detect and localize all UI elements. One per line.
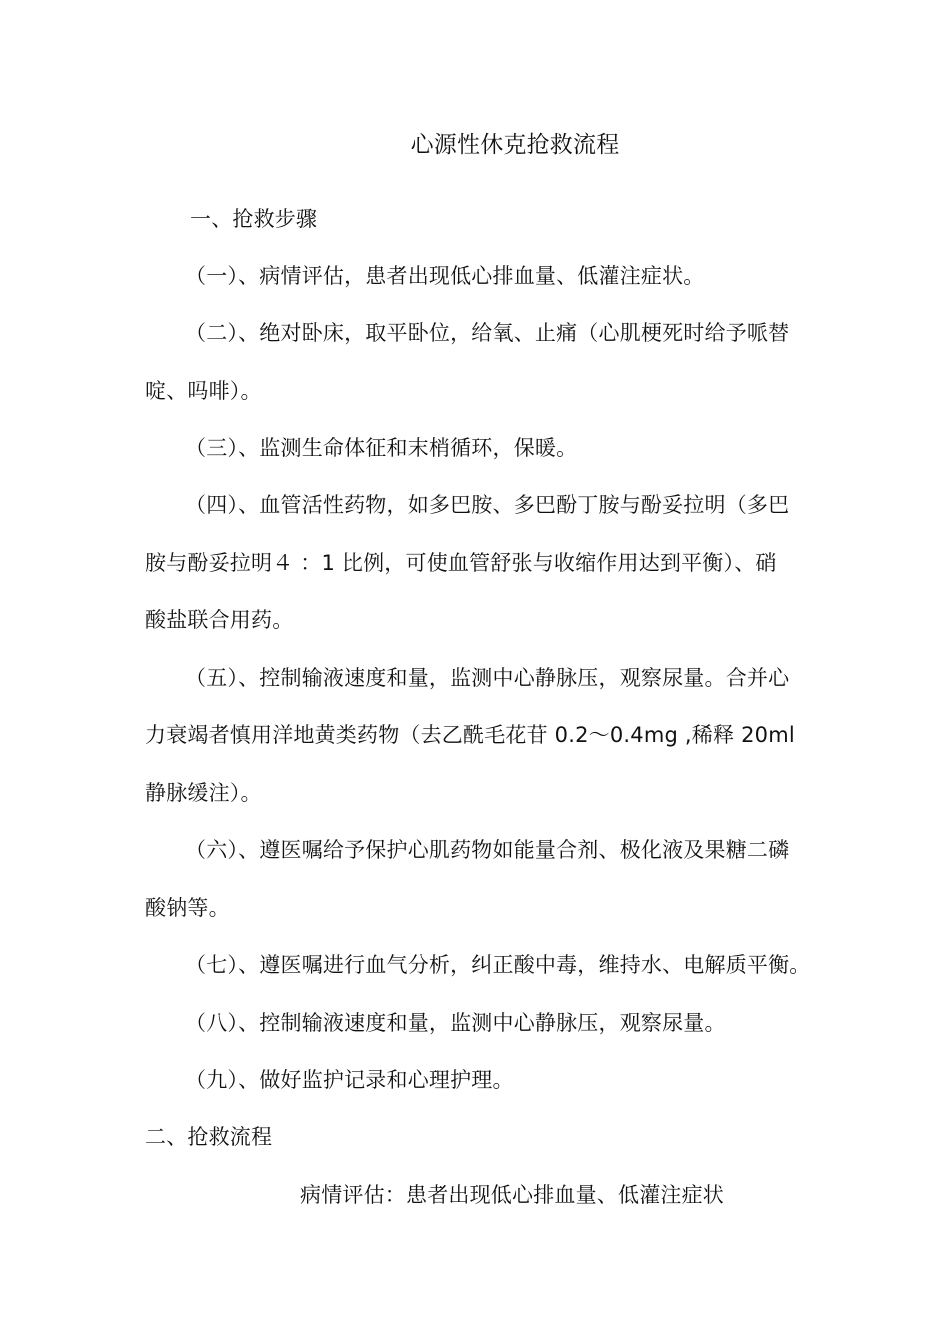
section-heading-rescue-steps: 一、抢救步骤 bbox=[190, 207, 318, 231]
step-3-line-1: （三）、监测生命体征和末梢循环，保暖。 bbox=[185, 436, 578, 460]
step-6-line-2: 酸钠等。 bbox=[145, 896, 230, 920]
step-2-line-2: 啶、吗啡）。 bbox=[145, 379, 262, 403]
step-4-line-3: 酸盐联合用药。 bbox=[145, 608, 294, 632]
step-5-line-3: 静脉缓注）。 bbox=[145, 781, 262, 805]
step-9-line-1: （九）、做好监护记录和心理护理。 bbox=[185, 1068, 514, 1092]
step-6-line-1: （六）、遵医嘱给予保护心肌药物如能量合剂、极化液及果糖二磷 bbox=[185, 838, 790, 862]
step-5-line-2: 力衰竭者慎用洋地黄类药物（去乙酰毛花苷 0.2～0.4mg ,稀释 20ml bbox=[145, 723, 795, 747]
flow-step-assessment: 病情评估：患者出现低心排血量、低灌注症状 bbox=[300, 1183, 724, 1207]
step-7-line-1: （七）、遵医嘱进行血气分析，纠正酸中毒，维持水、电解质平衡。 bbox=[185, 953, 811, 977]
page-title: 心源性休克抢救流程 bbox=[410, 132, 620, 158]
step-4-line-2: 胺与酚妥拉明４ ：1 比例，可使血管舒张与收缩作用达到平衡）、硝 bbox=[145, 551, 777, 575]
step-8-line-1: （八）、控制输液速度和量，监测中心静脉压，观察尿量。 bbox=[185, 1011, 726, 1035]
step-2-line-1: （二）、绝对卧床，取平卧位，给氧、止痛（心肌梗死时给予哌替 bbox=[185, 321, 790, 345]
step-4-line-1: （四）、血管活性药物，如多巴胺、多巴酚丁胺与酚妥拉明（多巴 bbox=[185, 493, 790, 517]
step-5-line-1: （五）、控制输液速度和量，监测中心静脉压，观察尿量。合并心 bbox=[185, 666, 790, 690]
section-heading-rescue-flow: 二、抢救流程 bbox=[145, 1125, 273, 1149]
step-1-line-1: （一）、病情评估，患者出现低心排血量、低灌注症状。 bbox=[185, 264, 705, 288]
